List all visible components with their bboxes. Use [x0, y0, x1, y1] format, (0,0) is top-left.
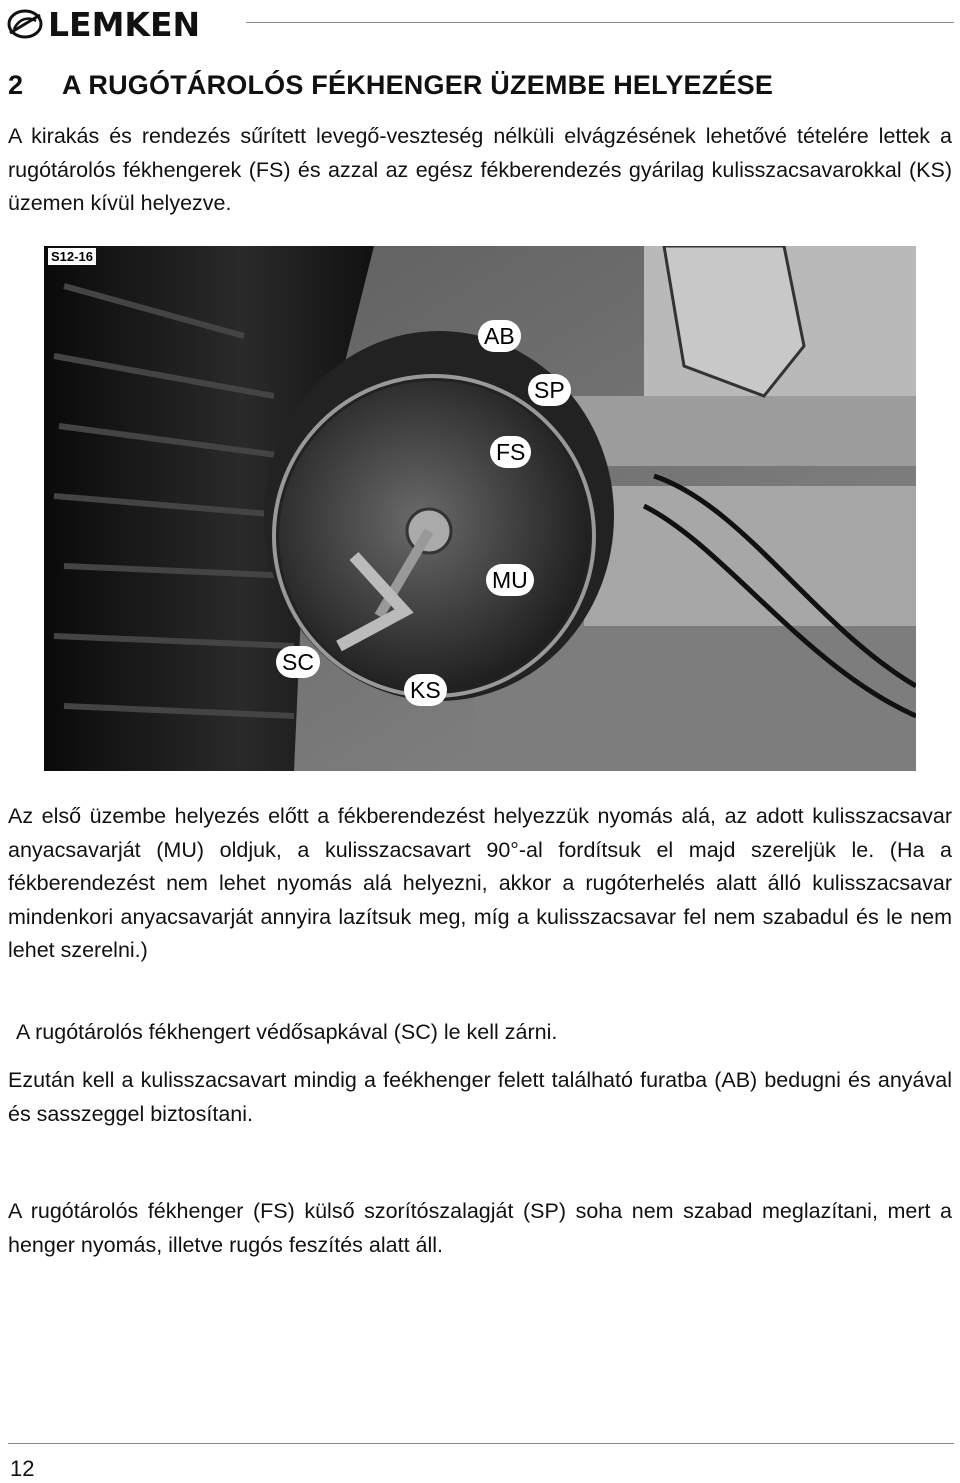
- lemken-logo: [6, 4, 200, 44]
- intro-paragraph: A kirakás és rendezés sűrített levegő-veszteség nélküli elvágzésének lehetővé tételére lettek a rugótárolós fékhengerek (FS) és azzal az egész fékberendezés gyárilag kulisszacsavarokkal (KS) üzemen kívül helyezve.: [8, 124, 952, 215]
- section-title: A RUGÓTÁROLÓS FÉKHENGER ÜZEMBE HELYEZÉSE: [62, 70, 774, 100]
- paragraph-first-use: Az első üzembe helyezés előtt a fékberendezést helyezzük nyomás alá, az adott kulisszacsavar anyacsavarját (MU) oldjuk, a kulisszacsavart 90°-al fordítsuk el majd szereljük le. (Ha a fékberendezést nem lehet nyomás alá helyezni, akkor a rugóterhelés alatt álló kulisszacsavar mindenkori anyacsavarját annyira lazítsuk meg, míg a kulisszacsavar fel nem szabadul és le nem lehet szerelni.): [8, 804, 952, 962]
- lemken-emblem-icon: [6, 7, 44, 41]
- paragraph-bolt-storage: Ezután kell a kulisszacsavart mindig a feékhenger felett található furatba (AB) bedugni és anyával és sasszeggel biztosítani.: [8, 1068, 952, 1126]
- label-sp: SP: [528, 374, 571, 406]
- paragraph-cap: A rugótárolós fékhengert védősapkával (SC) le kell zárni.: [16, 1020, 558, 1044]
- label-sc: SC: [276, 646, 320, 678]
- figure-code: S12-16: [48, 248, 96, 265]
- label-ab: AB: [478, 320, 521, 352]
- paragraph-warning: A rugótárolós fékhenger (FS) külső szorítószalagját (SP) soha nem szabad meglazítani, mert a henger nyomás, illetve rugós feszítés alatt áll.: [8, 1199, 952, 1257]
- page-header: [0, 0, 960, 50]
- header-divider: [246, 22, 954, 23]
- footer-divider: [8, 1443, 954, 1444]
- label-fs: FS: [490, 436, 531, 468]
- brake-cylinder-photo: [44, 246, 916, 771]
- label-ks: KS: [404, 674, 447, 706]
- section-heading: [8, 70, 773, 101]
- page-number: 12: [10, 1456, 35, 1481]
- photo-illustration: [44, 246, 916, 771]
- label-mu: MU: [486, 564, 534, 596]
- brand-name: LEMKEN: [48, 4, 201, 44]
- section-number: 2: [8, 70, 24, 100]
